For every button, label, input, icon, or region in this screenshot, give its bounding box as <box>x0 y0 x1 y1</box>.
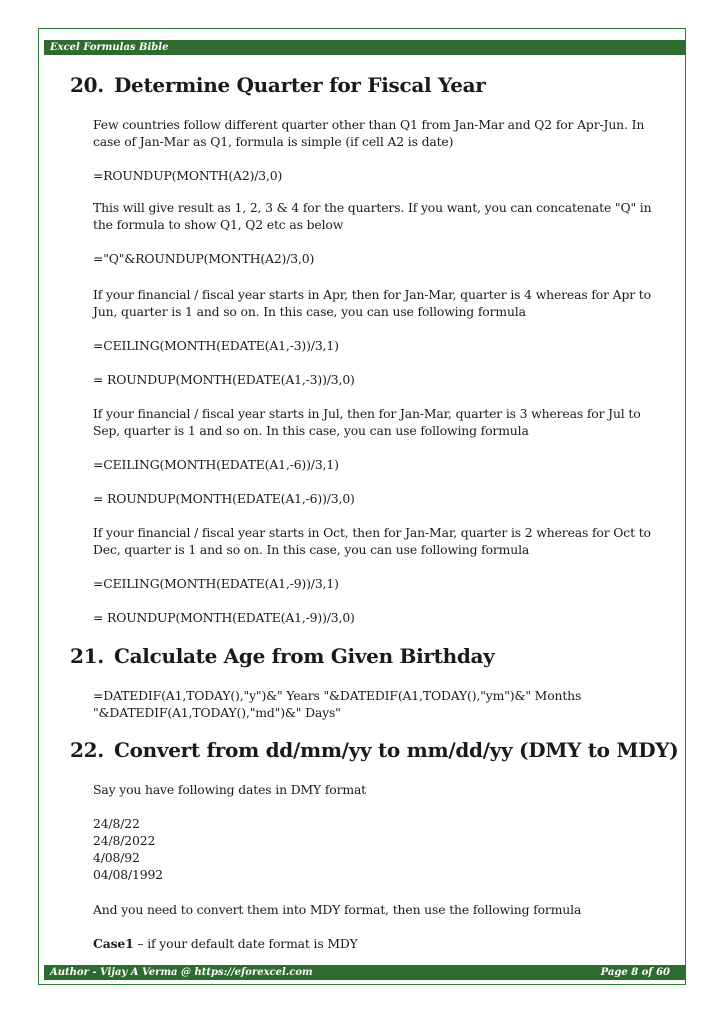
paragraph: If your financial / fiscal year starts in Apr, then for Jan-Mar, quarter is 4 whereas for Apr to Jun, quarter is 1 and so on. In this case, you can use following formula <box>93 287 651 319</box>
formula: =ROUNDUP(MONTH(A2)/3,0) <box>93 168 283 183</box>
date-item: 4/08/92 <box>93 850 140 865</box>
date-item: 24/8/2022 <box>93 833 156 848</box>
paragraph: Few countries follow different quarter other than Q1 from Jan-Mar and Q2 for Apr-Jun. In case of Jan-Mar as Q1, formula is simple (if cell A2 is date) <box>93 117 645 149</box>
paragraph: Say you have following dates in DMY format <box>93 782 367 797</box>
case1-line <box>93 935 661 952</box>
section-number: 20. <box>70 73 104 97</box>
case1-text: – if your default date format is MDY <box>133 936 358 951</box>
paragraph: And you need to convert them into MDY format, then use the following formula <box>93 902 582 917</box>
header-title: Excel Formulas Bible <box>50 42 169 53</box>
footer-page: Page 8 of 60 <box>600 967 670 978</box>
formula: = ROUNDUP(MONTH(EDATE(A1,-3))/3,0) <box>93 372 355 387</box>
section-title: Calculate Age from Given Birthday <box>114 644 495 668</box>
paragraph: This will give result as 1, 2, 3 & 4 for the quarters. If you want, you can concatenate "Q" in the formula to show Q1, Q2 etc as below <box>93 200 652 232</box>
formula: =CEILING(MONTH(EDATE(A1,-9))/3,1) <box>93 576 339 591</box>
section-21-heading <box>70 643 494 669</box>
formula: =CEILING(MONTH(EDATE(A1,-3))/3,1) <box>93 338 339 353</box>
date-item: 04/08/1992 <box>93 867 163 882</box>
footer-band <box>44 965 686 980</box>
formula: =DATEDIF(A1,TODAY(),"y")&" Years "&DATEDIF(A1,TODAY(),"ym")&" Months "&DATEDIF(A1,TODAY(),"md")&" Days" <box>93 688 582 720</box>
section-22-heading <box>70 737 678 763</box>
section-20-heading <box>70 72 486 98</box>
section-title: Determine Quarter for Fiscal Year <box>114 73 486 97</box>
section-title: Convert from dd/mm/yy to mm/dd/yy (DMY to MDY) <box>114 738 679 762</box>
date-item: 24/8/22 <box>93 816 140 831</box>
formula: ="Q"&ROUNDUP(MONTH(A2)/3,0) <box>93 251 315 266</box>
formula: = ROUNDUP(MONTH(EDATE(A1,-6))/3,0) <box>93 491 355 506</box>
formula: =CEILING(MONTH(EDATE(A1,-6))/3,1) <box>93 457 339 472</box>
section-number: 22. <box>70 738 104 762</box>
paragraph: If your financial / fiscal year starts in Jul, then for Jan-Mar, quarter is 3 whereas for Jul to Sep, quarter is 1 and so on. In this case, you can use following formula <box>93 406 641 438</box>
formula: = ROUNDUP(MONTH(EDATE(A1,-9))/3,0) <box>93 610 355 625</box>
section-number: 21. <box>70 644 104 668</box>
case1-label: Case1 <box>93 936 134 951</box>
header-band <box>44 40 686 55</box>
footer-author: Author - Vijay A Verma @ https://eforexcel.com <box>50 967 313 978</box>
paragraph: If your financial / fiscal year starts in Oct, then for Jan-Mar, quarter is 2 whereas for Oct to Dec, quarter is 1 and so on. In this case, you can use following formula <box>93 525 651 557</box>
